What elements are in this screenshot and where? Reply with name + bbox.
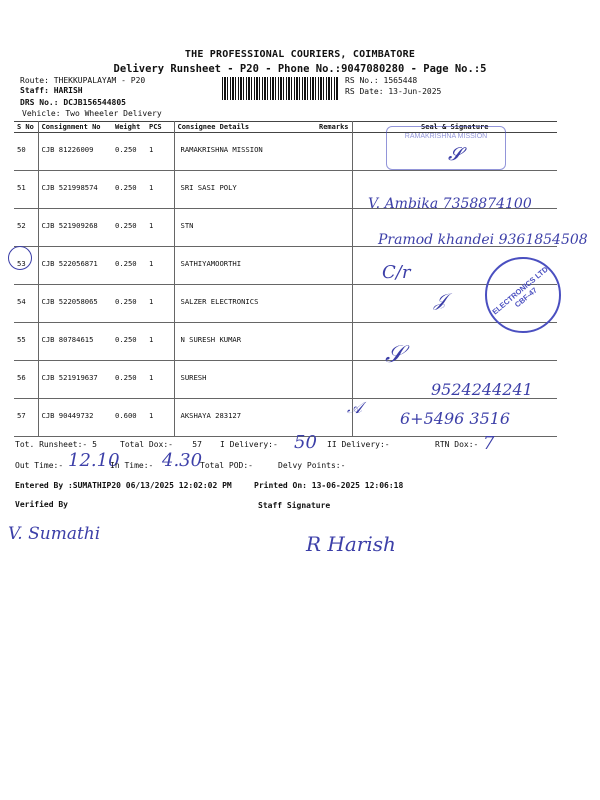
pcs-cell: 1: [149, 411, 154, 420]
remarks-cell: [316, 361, 352, 399]
consignment-cell: CJB 80784615: [38, 323, 112, 361]
staff-handwritten-signature: R Harish: [306, 532, 396, 556]
verified-signature: V. Sumathi: [8, 524, 101, 544]
printed-on: Printed On: 13-06-2025 12:06:18: [254, 481, 404, 490]
sno-cell: 51: [17, 183, 26, 192]
row53-signature: C/r: [382, 262, 411, 283]
salzer-stamp: ELECTRONICS LTD CBF-47: [485, 257, 561, 333]
col-weight: Weight: [115, 123, 141, 131]
sno-cell: 50: [17, 145, 26, 154]
sno-cell: 54: [17, 297, 26, 306]
table-row: [14, 247, 557, 285]
tot-runsheet: Tot. Runsheet:- 5: [15, 440, 97, 449]
verified-by-label: Verified By: [15, 500, 68, 509]
drs-value: DCJB156544805: [63, 98, 126, 107]
delvy-points-label: Delvy Points:-: [278, 461, 346, 470]
pcs-cell: 1: [149, 221, 154, 230]
weight-cell: 0.600: [115, 411, 137, 420]
rs-date: RS Date: 13-Jun-2025: [345, 87, 442, 96]
handwritten-phone-2: 6+5496 3516: [400, 409, 511, 428]
row51-signature: V. Ambika 7358874100: [368, 196, 532, 212]
in-time-value: 4.30: [162, 450, 203, 471]
route: Route: THEKKUPALAYAM - P20: [20, 76, 146, 85]
consignment-cell: CJB 522058065: [38, 285, 112, 323]
remarks-cell: [316, 247, 352, 285]
consignee-cell: SURESH: [174, 361, 316, 399]
weight-cell: 0.250: [115, 373, 137, 382]
consignee-cell: RAMAKRISHNA MISSION: [174, 133, 316, 171]
runsheet-title: Delivery Runsheet - P20 - Phone No.:9047080280 - Page No.:5: [113, 63, 487, 75]
drs-label: DRS No.:: [20, 98, 59, 107]
staff: Staff: HARISH: [20, 86, 83, 95]
pcs-cell: 1: [149, 297, 154, 306]
vehicle: Vehicle: Two Wheeler Delivery: [22, 109, 162, 118]
pcs-cell: 1: [149, 145, 154, 154]
remarks-cell: [316, 133, 352, 171]
drs-number: [20, 98, 126, 107]
consignee-cell: SRI SASI POLY: [174, 171, 316, 209]
consignment-cell: CJB 521909268: [38, 209, 112, 247]
out-time-label: Out Time:-: [15, 461, 64, 470]
table-row: [14, 285, 557, 323]
weight-cell: 0.250: [115, 297, 137, 306]
ramakrishna-stamp: RAMAKRISHNA MISSION: [386, 126, 506, 170]
barcode: [222, 77, 339, 100]
consignment-cell: CJB 522056871: [38, 247, 112, 285]
col-sno: S No: [17, 123, 34, 131]
pcs-cell: 1: [149, 373, 154, 382]
col-seal: Seal & Signature: [352, 122, 557, 133]
rtn-dox-label: RTN Dox:-: [435, 440, 479, 449]
staff-signature-label: Staff Signature: [258, 501, 331, 510]
sno-cell: 57: [17, 411, 26, 420]
weight-cell: 0.250: [115, 259, 137, 268]
weight-cell: 0.250: [115, 221, 137, 230]
col-pcs: PCS: [149, 123, 162, 131]
handwritten-phone-1: 9524244241: [431, 380, 533, 399]
consignee-cell: SALZER ELECTRONICS: [174, 285, 316, 323]
sno-cell: 55: [17, 335, 26, 344]
weight-cell: 0.250: [115, 183, 137, 192]
remarks-cell: [316, 323, 352, 361]
total-pod-label: Total POD:-: [200, 461, 253, 470]
ii-delivery-label: II Delivery:-: [327, 440, 390, 449]
pcs-cell: 1: [149, 335, 154, 344]
consignee-cell: AKSHAYA 283127: [174, 399, 316, 437]
remarks-cell: [316, 285, 352, 323]
total-dox-value: 57: [192, 440, 202, 449]
rs-number: RS No.: 1565448: [345, 76, 418, 85]
consignee-cell: SATHIYAMOORTHI: [174, 247, 316, 285]
consignment-cell: CJB 521919637: [38, 361, 112, 399]
sno-cell: 53: [17, 259, 26, 268]
entered-by: Entered By :SUMATHIP20 06/13/2025 12:02:02 PM: [15, 481, 232, 490]
col-consignee: Consignee Details: [174, 122, 316, 133]
total-dox-label: Total Dox:-: [120, 440, 173, 449]
consignment-cell: CJB 521998574: [38, 171, 112, 209]
i-delivery-label: I Delivery:-: [220, 440, 278, 449]
pcs-cell: 1: [149, 259, 154, 268]
consignee-cell: STN: [174, 209, 316, 247]
row57-signature: 𝒜: [347, 398, 363, 417]
pcs-cell: 1: [149, 183, 154, 192]
in-time-label: In Time:-: [110, 461, 154, 470]
row50-signature: 𝓢: [448, 144, 462, 165]
table-row: [14, 323, 557, 361]
consignment-cell: CJB 81226009: [38, 133, 112, 171]
col-remarks: Remarks: [319, 123, 349, 131]
company-name: THE PROFESSIONAL COURIERS, COIMBATORE: [184, 49, 416, 60]
consignment-cell: CJB 90449732: [38, 399, 112, 437]
row54-signature: 𝒥: [434, 290, 447, 311]
rtn-dox-value: 7: [483, 433, 495, 454]
row55-signature: 𝒮: [385, 340, 404, 368]
out-time-value: 12.10: [68, 450, 120, 471]
total-dox: [120, 440, 202, 449]
remarks-cell: [316, 171, 352, 209]
row52-signature: Pramod khandei 9361854508: [378, 232, 588, 248]
remarks-cell: [316, 209, 352, 247]
consignee-cell: N SURESH KUMAR: [174, 323, 316, 361]
weight-cell: 0.250: [115, 335, 137, 344]
weight-cell: 0.250: [115, 145, 137, 154]
sno-cell: 52: [17, 221, 26, 230]
col-consignment: Consignment No: [38, 122, 112, 133]
row53-circle-mark: [8, 246, 32, 270]
i-delivery-value: 50: [294, 432, 317, 453]
sno-cell: 56: [17, 373, 26, 382]
